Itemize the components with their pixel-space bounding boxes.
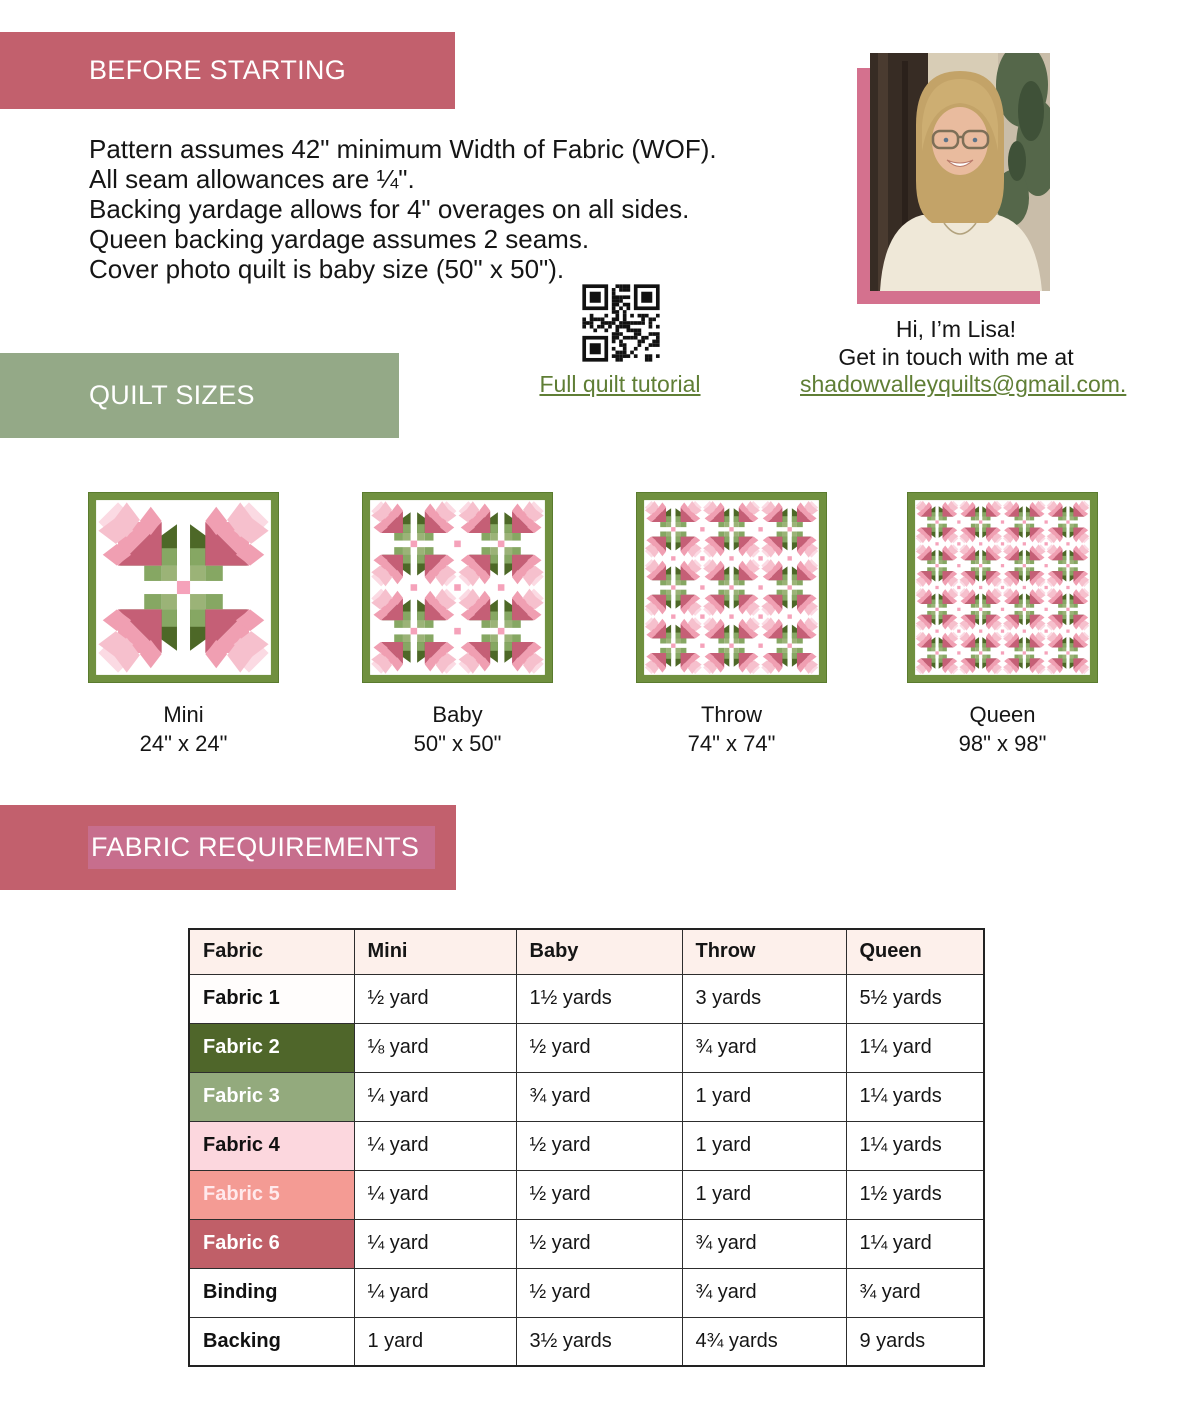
section-title-fabric-requirements: FABRIC REQUIREMENTS [91, 832, 420, 862]
table-row [189, 1121, 984, 1170]
yardage-cell: 1¼ yards [846, 1072, 984, 1121]
quilt-preview-throw [636, 492, 827, 758]
fabric-label-cell: Fabric 2 [189, 1023, 354, 1072]
yardage-cell: ¼ yard [354, 1072, 516, 1121]
quilt-sizes-banner [0, 353, 399, 438]
yardage-cell: ¾ yard [682, 1023, 846, 1072]
table-row [189, 974, 984, 1023]
fabric-label-cell: Fabric 3 [189, 1072, 354, 1121]
table-row [189, 1170, 984, 1219]
column-header: Baby [516, 929, 682, 974]
fabric-label-cell: Backing [189, 1317, 354, 1366]
yardage-cell: 4¾ yards [682, 1317, 846, 1366]
quilt-image-mini [88, 492, 279, 683]
yardage-cell: ¾ yard [516, 1072, 682, 1121]
yardage-cell: ½ yard [516, 1219, 682, 1268]
yardage-cell: ¼ yard [354, 1219, 516, 1268]
quilt-image-throw [636, 492, 827, 683]
title-highlight [88, 826, 435, 869]
yardage-cell: 1½ yards [846, 1170, 984, 1219]
contact-block [800, 316, 1127, 399]
yardage-cell: ½ yard [354, 974, 516, 1023]
quilt-preview-mini [88, 492, 279, 758]
note-line: Backing yardage allows for 4" overages on all sides. [89, 194, 690, 224]
fabric-label-cell: Fabric 1 [189, 974, 354, 1023]
table-row [189, 1023, 984, 1072]
yardage-cell: ¼ yard [354, 1268, 516, 1317]
fabric-requirements-table [188, 928, 985, 1367]
quilt-graphic [362, 492, 553, 683]
table-row [189, 1219, 984, 1268]
section-title-quilt-sizes: QUILT SIZES [89, 380, 255, 410]
yardage-cell: ⅛ yard [354, 1023, 516, 1072]
table-row [189, 1268, 984, 1317]
column-header: Fabric [189, 929, 354, 974]
fabric-requirements-banner [0, 805, 456, 890]
quilt-name: Throw [700, 702, 763, 727]
yardage-cell: 1 yard [354, 1317, 516, 1366]
yardage-cell: 1¼ yard [846, 1023, 984, 1072]
quilt-graphic [88, 492, 279, 683]
quilt-preview-baby [362, 492, 553, 758]
quilt-dimensions: 74" x 74" [687, 731, 776, 756]
section-title-before-starting: BEFORE STARTING [89, 55, 347, 85]
table-row [189, 1072, 984, 1121]
yardage-cell: ½ yard [516, 1121, 682, 1170]
yardage-cell: ½ yard [516, 1023, 682, 1072]
contact-greeting: Hi, I’m Lisa! [895, 316, 1017, 342]
note-line: Cover photo quilt is baby size (50" x 50"). [89, 254, 565, 284]
qr-graphic [575, 277, 667, 369]
yardage-cell: 1 yard [682, 1121, 846, 1170]
author-photo [870, 53, 1050, 291]
quilt-name: Baby [432, 702, 483, 727]
email-link[interactable]: shadowvalleyquilts@gmail.com. [800, 371, 1127, 397]
quilt-image-baby [362, 492, 553, 683]
quilt-graphic [907, 492, 1098, 683]
fabric-label-cell: Binding [189, 1268, 354, 1317]
pattern-notes [89, 134, 717, 284]
column-header: Mini [354, 929, 516, 974]
yardage-cell: 1¼ yards [846, 1121, 984, 1170]
yardage-cell: 3½ yards [516, 1317, 682, 1366]
yardage-cell: 9 yards [846, 1317, 984, 1366]
quilt-dimensions: 24" x 24" [139, 731, 228, 756]
quilt-preview-queen [907, 492, 1098, 758]
yardage-cell: ¾ yard [846, 1268, 984, 1317]
yardage-cell: 1¼ yard [846, 1219, 984, 1268]
yardage-cell: 3 yards [682, 974, 846, 1023]
quilt-graphic [636, 492, 827, 683]
yardage-cell: ½ yard [516, 1268, 682, 1317]
full-tutorial-link[interactable]: Full quilt tutorial [539, 371, 701, 397]
contact-line: Get in touch with me at [838, 343, 1074, 370]
table-header-row [189, 929, 984, 974]
yardage-cell: ¾ yard [682, 1219, 846, 1268]
table-row [189, 1317, 984, 1366]
note-line: Pattern assumes 42" minimum Width of Fabric (WOF). [89, 134, 717, 164]
column-header: Throw [682, 929, 846, 974]
qr-code [575, 277, 667, 369]
fabric-label-cell: Fabric 5 [189, 1170, 354, 1219]
yardage-cell: 1 yard [682, 1170, 846, 1219]
yardage-cell: 5½ yards [846, 974, 984, 1023]
quilt-dimensions: 98" x 98" [958, 731, 1047, 756]
quilt-name: Queen [969, 702, 1036, 727]
fabric-label-cell: Fabric 4 [189, 1121, 354, 1170]
yardage-cell: ¼ yard [354, 1121, 516, 1170]
yardage-cell: ¾ yard [682, 1268, 846, 1317]
quilt-image-queen [907, 492, 1098, 683]
before-starting-banner [0, 32, 455, 109]
note-line: All seam allowances are ¼". [89, 164, 415, 194]
fabric-label-cell: Fabric 6 [189, 1219, 354, 1268]
yardage-cell: 1 yard [682, 1072, 846, 1121]
yardage-cell: ½ yard [516, 1170, 682, 1219]
quilt-dimensions: 50" x 50" [413, 731, 502, 756]
yardage-cell: 1½ yards [516, 974, 682, 1023]
yardage-cell: ¼ yard [354, 1170, 516, 1219]
column-header: Queen [846, 929, 984, 974]
author-portrait-graphic [870, 53, 1050, 291]
quilt-name: Mini [163, 702, 204, 727]
note-line: Queen backing yardage assumes 2 seams. [89, 224, 590, 254]
